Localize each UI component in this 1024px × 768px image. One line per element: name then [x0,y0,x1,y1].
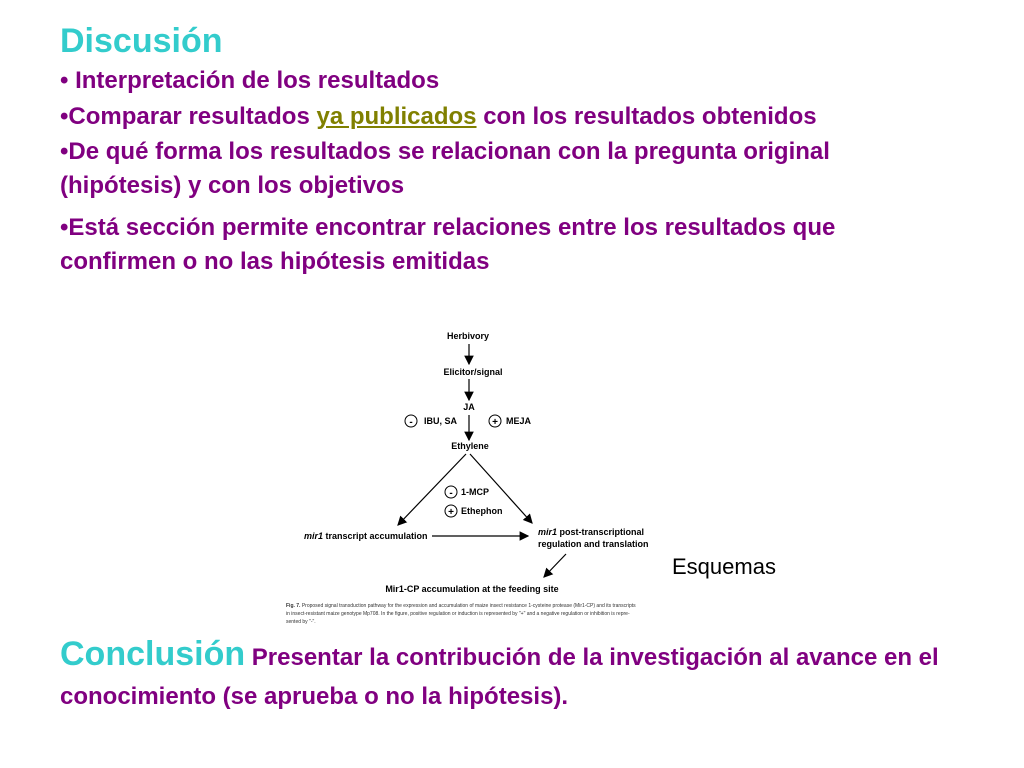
node-mir1cp-accumulation: Mir1-CP accumulation at the feeding site [385,584,559,594]
node-post-rest: post-transcriptional [557,527,645,537]
node-ethylene: Ethylene [451,441,489,451]
node-ibu-sa: IBU, SA [424,416,458,426]
pathway-diagram [282,322,674,632]
bullet-relation-line1: •De qué forma los resultados se relacionan con la pregunta original [60,138,830,165]
figure-caption-label: Fig. 7. [286,603,301,609]
node-meja: MEJA [506,416,532,426]
bullet-relation-line2: (hipótesis) y con los objetivos [60,172,405,199]
bullet-compare [60,100,817,134]
figure-caption-text1: Proposed signal transduction pathway for the expression and accumulation of maize insect resistance 1-cysteine protease (Mir1-CP) and its transcripts [300,603,636,609]
bullet-compare-post: con los resultados obtenidos [476,103,817,130]
plus-label-meja: + [492,417,498,428]
bullet-compare-pre: •Comparar resultados [60,103,317,130]
node-transcript-italic: mir1 [304,531,324,541]
discussion-title: Discusión [60,22,223,60]
node-elicitor: Elicitor/signal [443,367,503,377]
minus-label-mcp: - [449,488,453,499]
node-translation: regulation and translation [538,539,649,549]
figure-caption-line2: in insect-resistant maize genotype Mp708. In the figure, positive regulation or induction is represented by "+" and a negative regulation or inhibition is repre- [286,611,630,617]
bullet-section-line1: •Está sección permite encontrar relaciones entre los resultados que [60,214,836,241]
node-ethephon: Ethephon [461,506,503,516]
node-herbivory: Herbivory [446,331,490,341]
bullet-section-line2: confirmen o no las hipótesis emitidas [60,248,490,275]
esquemas-label: Esquemas [672,554,776,579]
bullet-interpretation: • Interpretación de los resultados [60,67,440,94]
highlight-published: ya publicados [316,103,477,130]
arrow-to-accumulation [544,554,566,577]
minus-label-ibu: - [409,417,413,428]
plus-label-ethephon: + [448,507,454,518]
node-posttranscriptional [538,527,644,537]
node-transcript-accumulation [304,531,428,541]
figure-caption-line3: sented by "-". [286,619,316,625]
node-1mcp: 1-MCP [461,487,490,497]
conclusion-title: Conclusión [60,635,246,673]
node-post-italic: mir1 [538,527,558,537]
conclusion-block [60,636,980,718]
figure-caption-line1 [286,603,636,609]
conclusion-text: Presentar la contribución de la investigación al avance en el conocimiento (se aprueba o no la hipótesis). [60,644,939,710]
node-ja: JA [463,402,475,412]
node-transcript-rest: transcript accumulation [323,531,428,541]
